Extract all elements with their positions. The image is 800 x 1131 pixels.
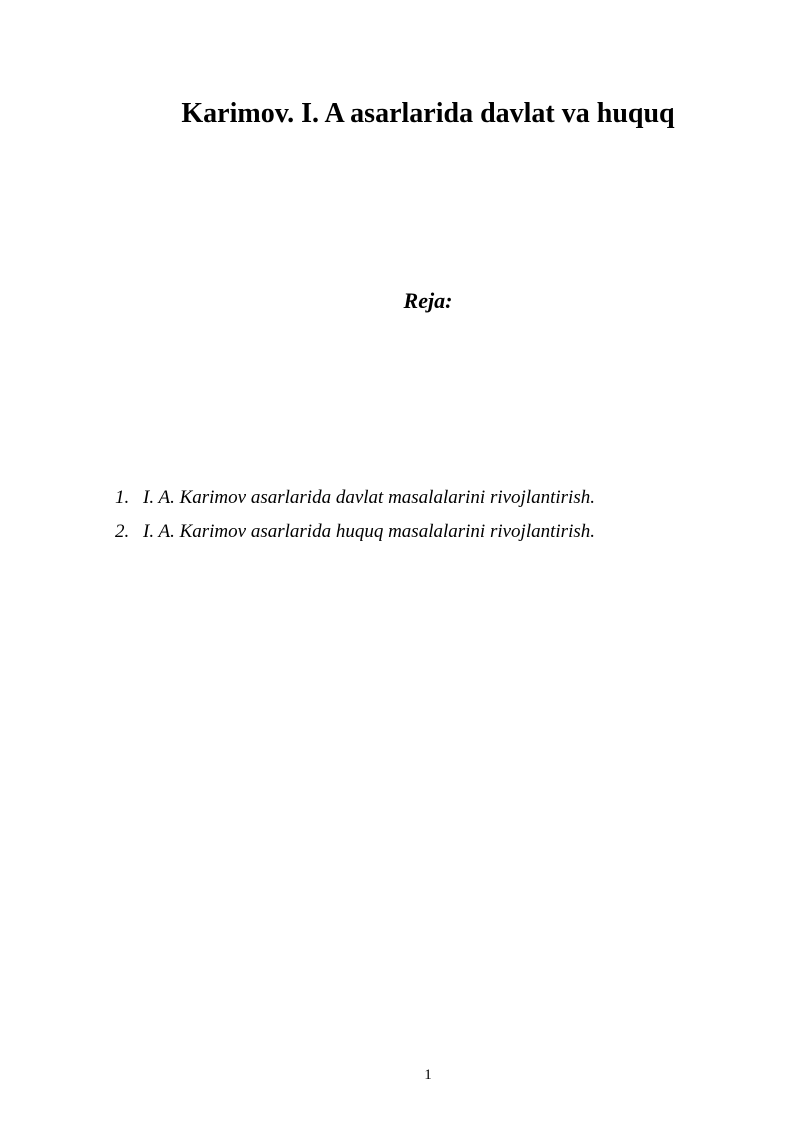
list-item [115, 481, 595, 515]
list-item-text: I. A. Karimov asarlarida huquq masalalarini rivojlantirish. [143, 521, 595, 542]
list-item-number: 1. [115, 487, 130, 508]
plan-list [115, 481, 595, 549]
list-item-number: 2. [115, 521, 130, 542]
list-item [115, 515, 595, 549]
page-number: 1 [424, 1067, 432, 1083]
plan-heading: Reja: [403, 288, 453, 313]
list-item-text: I. A. Karimov asarlarida davlat masalalarini rivojlantirish. [143, 487, 595, 508]
page-title: Karimov. I. A asarlarida davlat va huquq [181, 98, 675, 129]
